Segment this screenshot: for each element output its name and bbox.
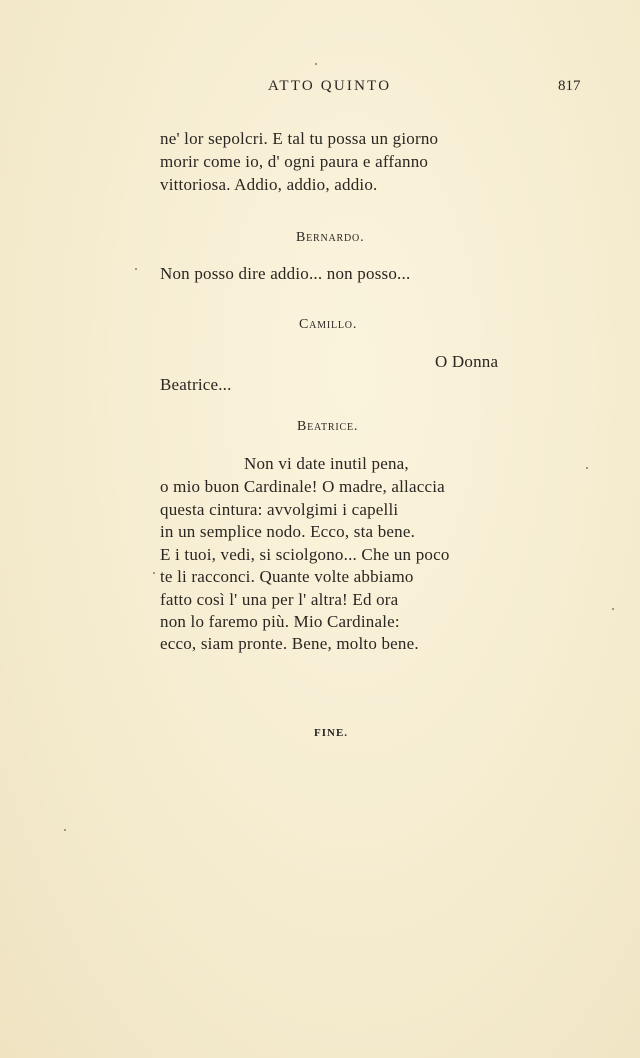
verse-line: morir come io, d' ogni paura e affanno: [160, 152, 429, 171]
verse-line: Beatrice...: [160, 375, 232, 394]
paper-speck: [64, 829, 66, 831]
running-head: [0, 78, 640, 98]
paper-speck: [135, 268, 137, 270]
verse-line: Non posso dire addio... non posso...: [160, 264, 411, 283]
verse-line: ecco, siam pronte. Bene, molto bene.: [160, 634, 419, 653]
end-mark: FINE.: [314, 727, 349, 739]
verse-line: vittoriosa. Addio, addio, addio.: [160, 175, 378, 194]
verse-line: Non vi date inutil pena,: [244, 454, 409, 473]
verse-line: in un semplice nodo. Ecco, sta bene.: [160, 522, 416, 541]
verse-line: O Donna: [435, 352, 499, 371]
speaker-bernardo: Bernardo.: [296, 230, 365, 245]
running-title: ATTO QUINTO: [268, 78, 392, 94]
verse-line: ne' lor sepolcri. E tal tu possa un giorno: [160, 129, 439, 148]
speaker-camillo: Camillo.: [299, 317, 358, 332]
paper-speck: [612, 608, 614, 610]
verse-line: E i tuoi, vedi, si sciolgono... Che un poco: [160, 545, 450, 564]
verse-line: fatto così l' una per l' altra! Ed ora: [160, 590, 399, 609]
verse-line: questa cintura: avvolgimi i capelli: [160, 500, 399, 519]
paper-speck: [315, 63, 317, 65]
speaker-beatrice: Beatrice.: [297, 419, 359, 434]
paper-speck: [153, 572, 155, 574]
verse-line: o mio buon Cardinale! O madre, allaccia: [160, 477, 445, 496]
page-number: 817: [558, 78, 581, 94]
paper-speck: [586, 467, 588, 469]
verse-line: non lo faremo più. Mio Cardinale:: [160, 612, 400, 631]
verse-line: te li racconci. Quante volte abbiamo: [160, 567, 414, 586]
